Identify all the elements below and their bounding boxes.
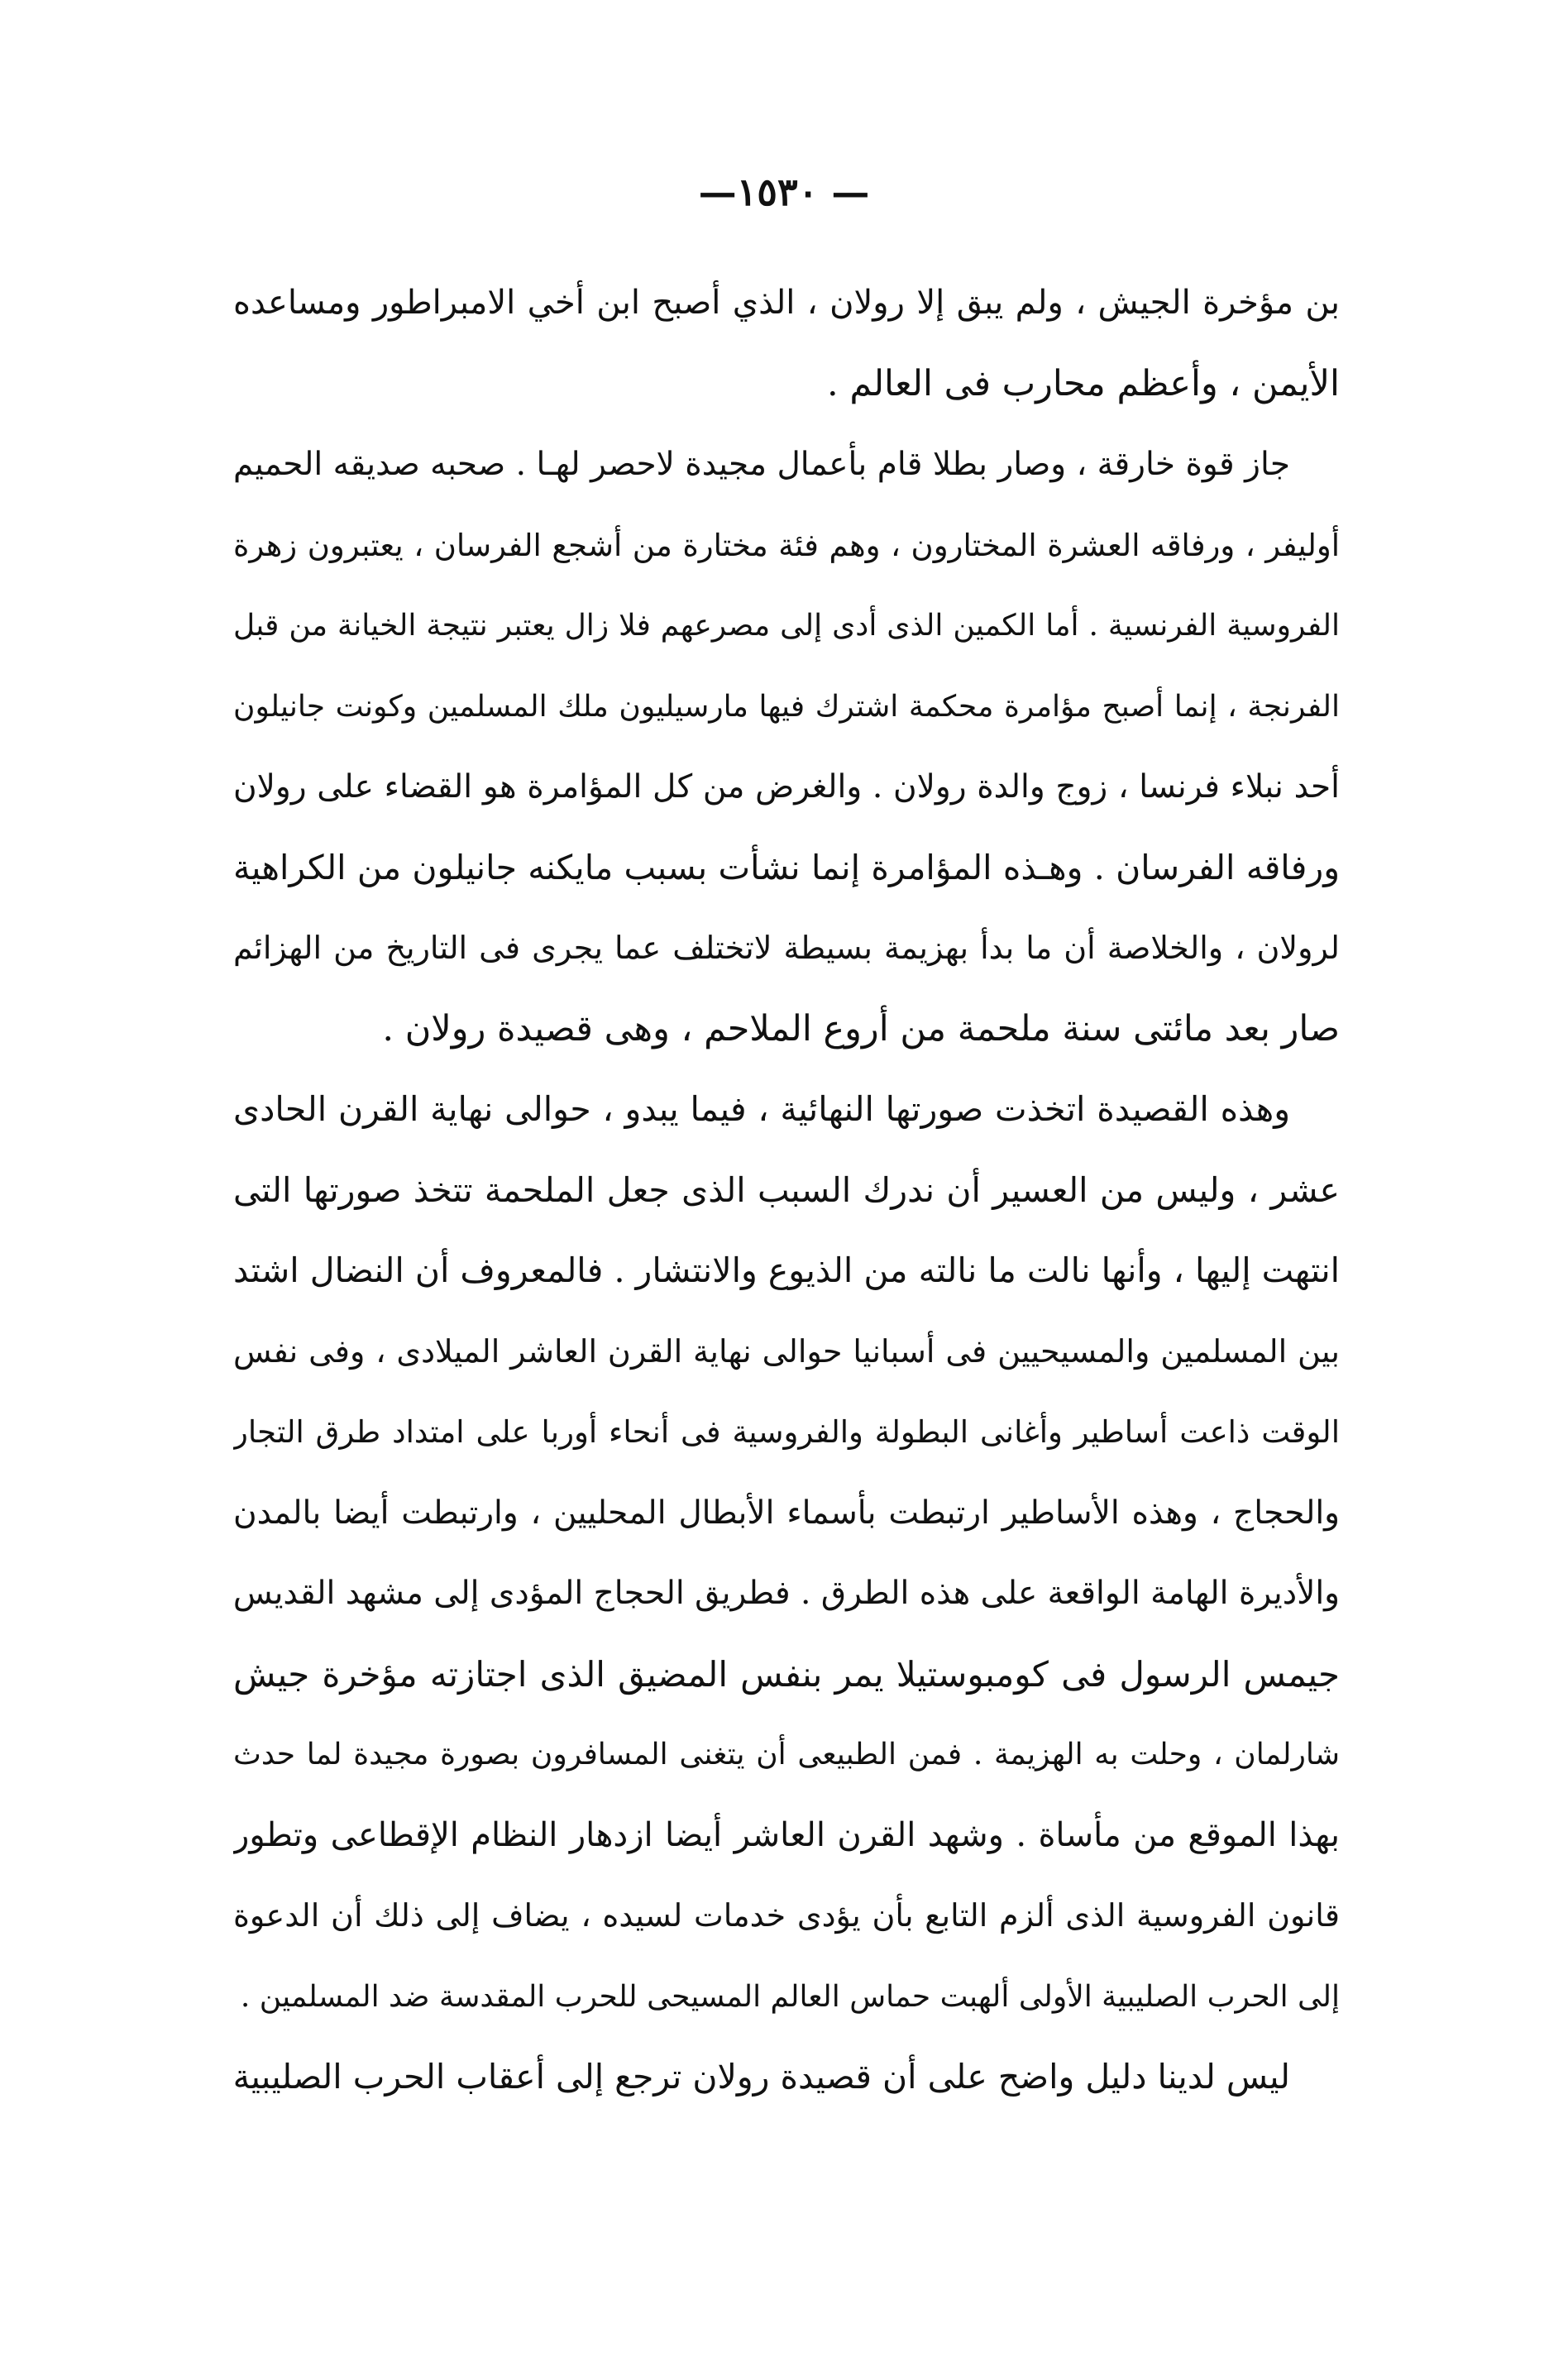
- body-text: [233, 263, 1340, 2118]
- text-line: أوليفر ، ورفاقه العشرة المختارون ، وهم فئة مختارة من أشجع الفرسان ، يعتبرون زهرة: [233, 527, 1340, 563]
- text-line: الفروسية الفرنسية . أما الكمين الذى أدى إلى مصرعهم فلا زال يعتبر نتيجة الخيانة من قبل: [233, 609, 1340, 643]
- text-line: الأيمن ، وأعظم محارب فى العالم .: [827, 362, 1340, 404]
- text-line: والأديرة الهامة الواقعة على هذه الطرق . فطريق الحجاج المؤدى إلى مشهد القديس: [233, 1575, 1340, 1612]
- text-line: الوقت ذاعت أساطير وأغانى البطولة والفروسية فى أنحاء أوربا على امتداد طرق التجار: [233, 1414, 1340, 1450]
- text-line: انتهت إليها ، وأنها نالت ما نالته من الذيوع والانتشار . فالمعروف أن النضال اشتد: [233, 1250, 1340, 1290]
- text-line: وهذه القصيدة اتخذت صورتها النهائية ، فيما يبدو ، حوالى نهاية القرن الحادى: [233, 1089, 1290, 1129]
- text-line: عشر ، وليس من العسير أن ندرك السبب الذى جعل الملحمة تتخذ صورتها التى: [233, 1169, 1340, 1210]
- text-line: بن مؤخرة الجيش ، ولم يبق إلا رولان ، الذي أصبح ابن أخي الامبراطور ومساعده: [233, 284, 1340, 322]
- text-line: بهذا الموقع من مأساة . وشهد القرن العاشر أيضا ازدهار النظام الإقطاعى وتطور: [233, 1815, 1340, 1854]
- text-line: بين المسلمين والمسيحيين فى أسبانيا حوالى نهاية القرن العاشر الميلادى ، وفى نفس: [233, 1332, 1340, 1370]
- text-line: والحجاج ، وهذه الأساطير ارتبطت بأسماء الأبطال المحليين ، وارتبطت أيضا بالمدن: [233, 1494, 1340, 1532]
- text-line: الفرنجة ، إنما أصبح مؤامرة محكمة اشترك فيها مارسيليون ملك المسلمين وكونت جانيلون: [233, 689, 1340, 724]
- text-line: أحد نبلاء فرنسا ، زوج والدة رولان . والغرض من كل المؤامرة هو القضاء على رولان: [233, 768, 1340, 806]
- text-line: لرولان ، والخلاصة أن ما بدأ بهزيمة بسيطة لاتختلف عما يجرى فى التاريخ من الهزائم: [233, 930, 1340, 966]
- text-line: إلى الحرب الصليبية الأولى ألهبت حماس العالم المسيحى للحرب المقدسة ضد المسلمين .: [240, 1979, 1340, 2014]
- text-line: ليس لدينا دليل واضح على أن قصيدة رولان ترجع إلى أعقاب الحرب الصليبية: [233, 2057, 1290, 2097]
- text-line: ورفاقه الفرسان . وهـذه المؤامرة إنما نشأت بسبب مايكنه جانيلون من الكراهية: [233, 847, 1340, 887]
- text-line: جيمس الرسول فى كومبوستيلا يمر بنفس المضيق الذى اجتازته مؤخرة جيش: [233, 1653, 1340, 1695]
- text-line: جاز قوة خارقة ، وصار بطلا قام بأعمال مجيدة لاحصر لهـا . صحبه صديقه الحميم: [233, 446, 1290, 483]
- page-number: — ١٥٣٠—: [698, 170, 870, 214]
- text-line: قانون الفروسية الذى ألزم التابع بأن يؤدى خدمات لسيده ، يضاف إلى ذلك أن الدعوة: [233, 1897, 1340, 1934]
- text-line: شارلمان ، وحلت به الهزيمة . فمن الطبيعى أن يتغنى المسافرون بصورة مجيدة لما حدث: [233, 1738, 1340, 1772]
- text-line: صار بعد مائتى سنة ملحمة من أروع الملاحم ، وهى قصيدة رولان .: [382, 1007, 1340, 1050]
